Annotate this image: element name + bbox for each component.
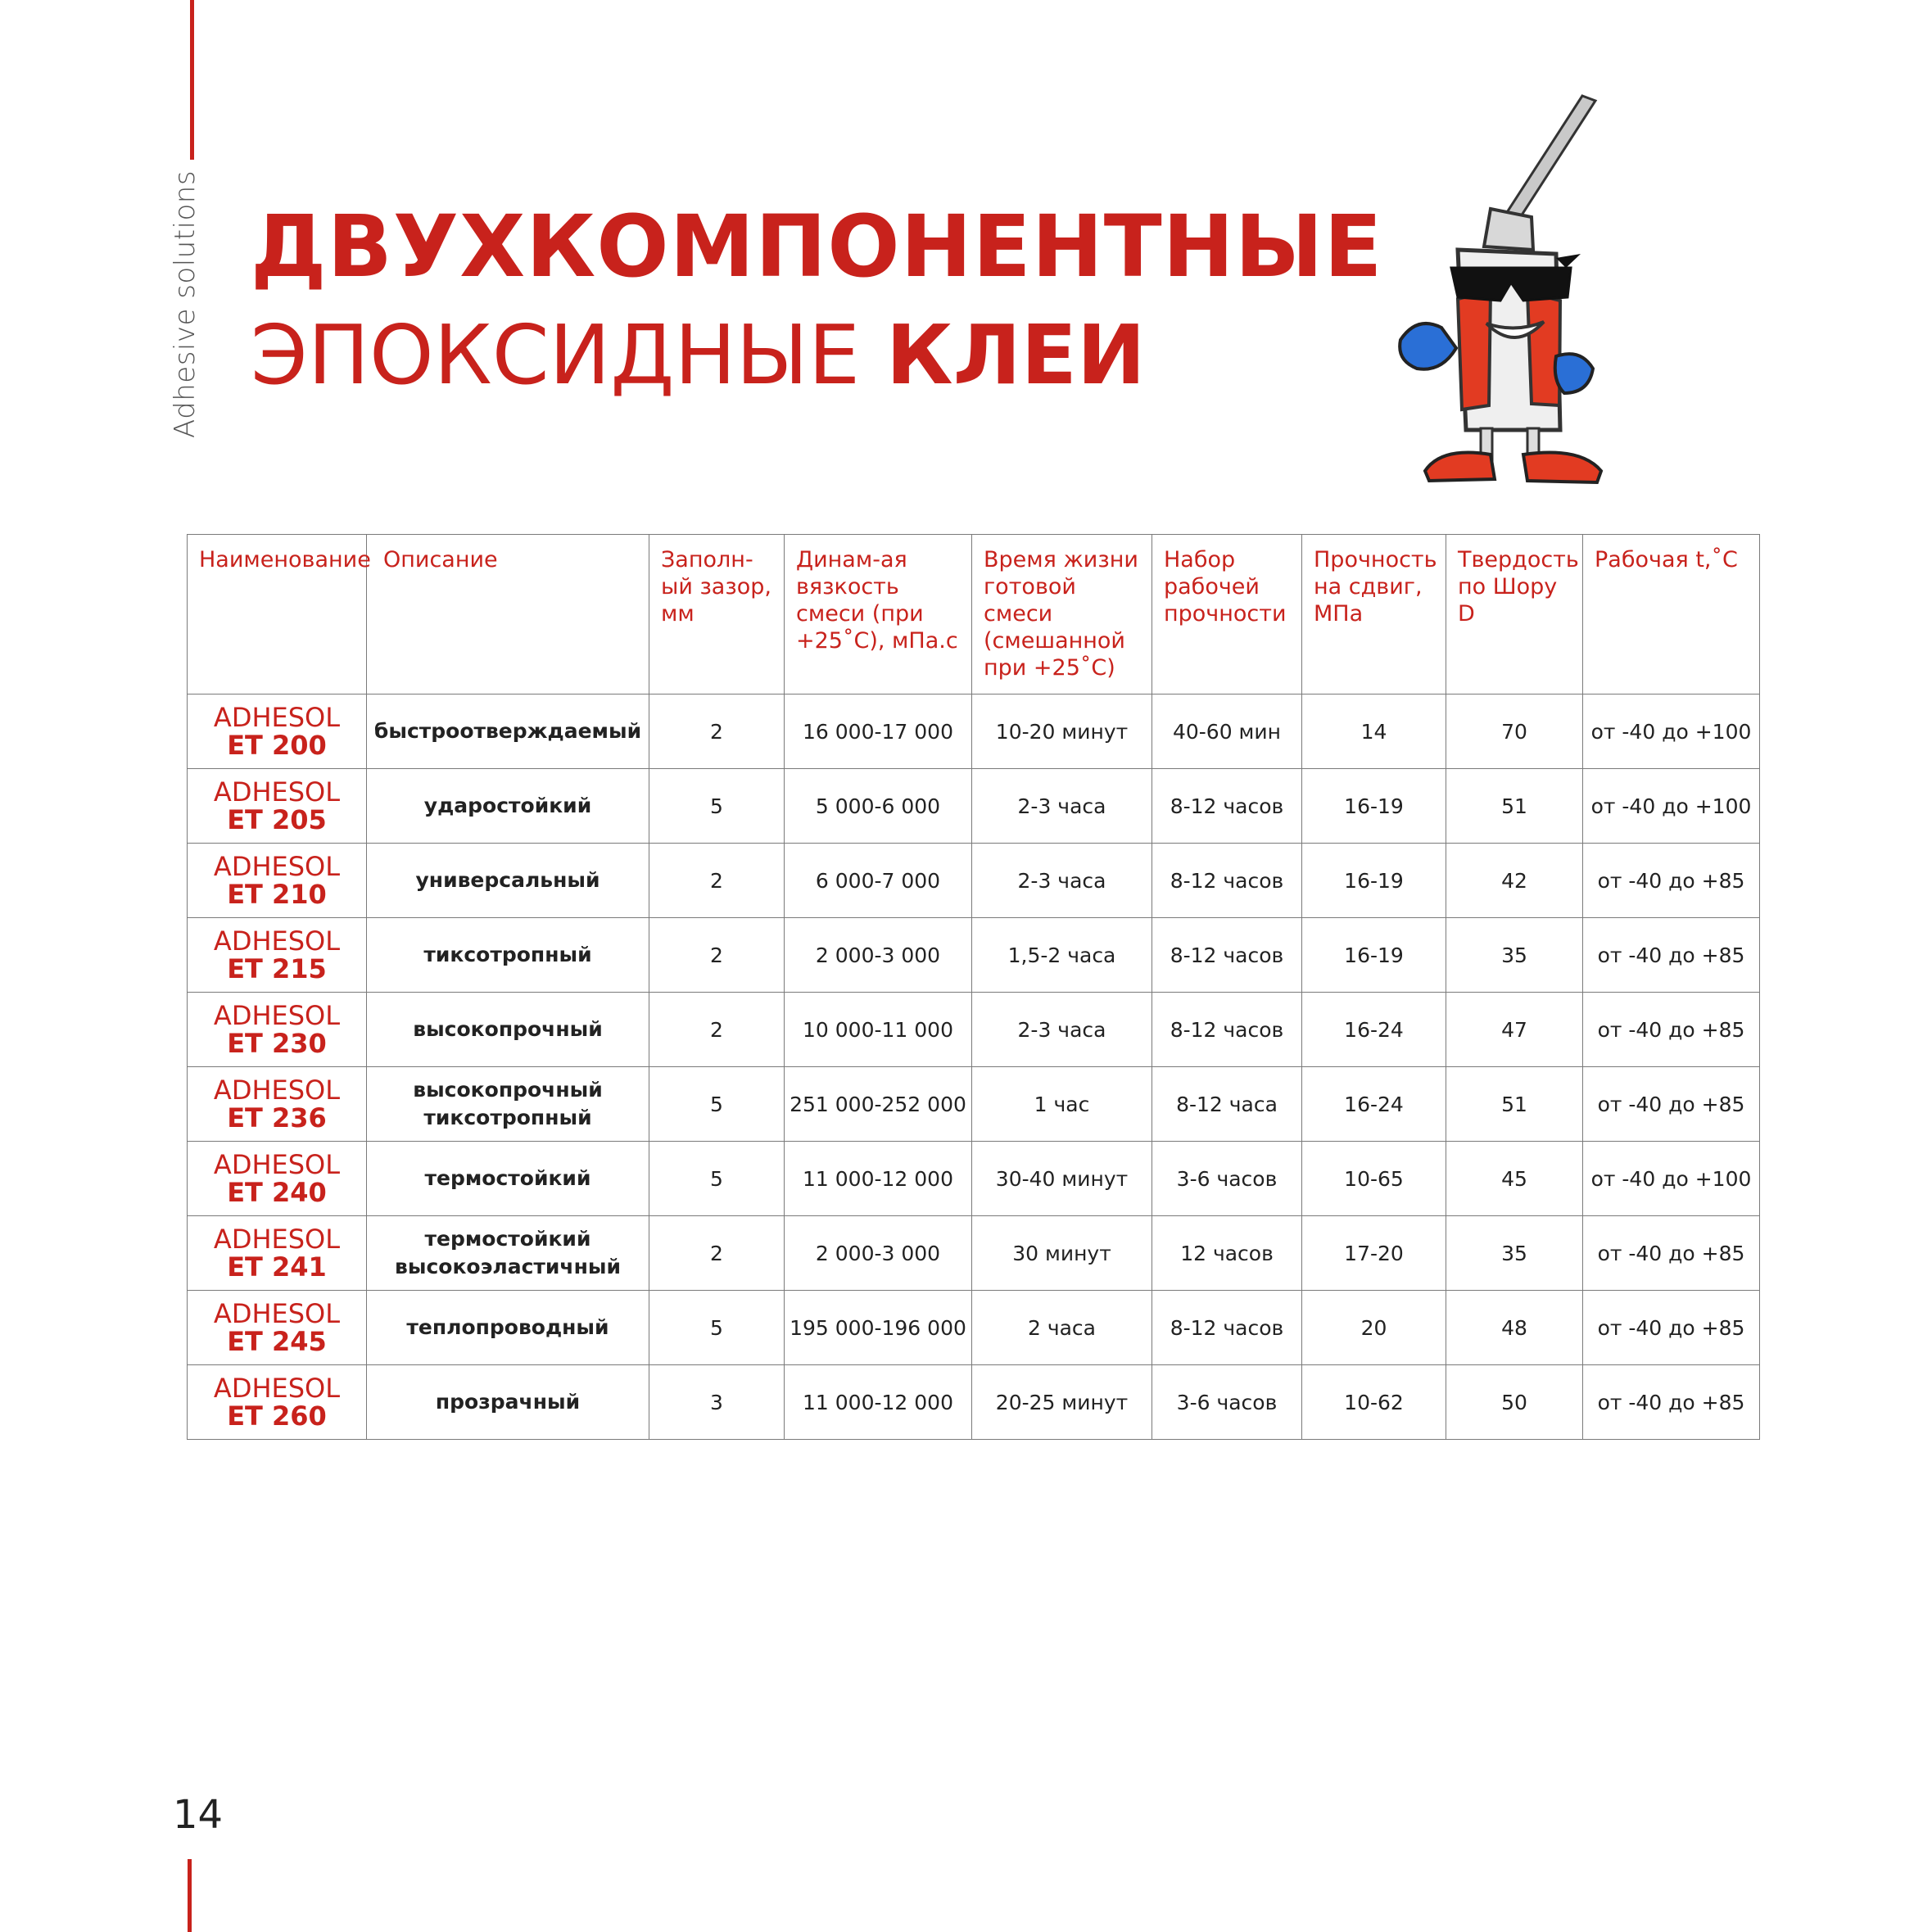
- model-label: ET 245: [227, 1326, 327, 1357]
- pot-life-cell: 2-3 часа: [972, 844, 1152, 918]
- table-row: [188, 1142, 1760, 1216]
- brand-label: ADHESOL: [213, 1075, 341, 1106]
- table-row: [188, 695, 1760, 769]
- brand-label: ADHESOL: [213, 1224, 341, 1255]
- viscosity-cell: 11 000-12 000: [785, 1142, 972, 1216]
- viscosity-cell: 195 000-196 000: [785, 1291, 972, 1365]
- gap-cell: 2: [649, 844, 785, 918]
- brand-label: ADHESOL: [213, 851, 341, 882]
- model-label: ET 236: [227, 1102, 327, 1133]
- product-name: [188, 769, 367, 844]
- table-row: [188, 918, 1760, 993]
- shear-cell: 17-20: [1302, 1216, 1446, 1291]
- hardness-cell: 70: [1446, 695, 1583, 769]
- viscosity-cell: 2 000-3 000: [785, 918, 972, 993]
- hardness-cell: 50: [1446, 1365, 1583, 1440]
- description-cell: термостойкий: [367, 1142, 649, 1216]
- product-name: [188, 918, 367, 993]
- temperature-cell: от -40 до +85: [1583, 1365, 1760, 1440]
- description-cell: тиксотропный: [367, 918, 649, 993]
- gap-cell: 2: [649, 695, 785, 769]
- gap-cell: 5: [649, 769, 785, 844]
- table-row: [188, 769, 1760, 844]
- page-title-line1: ДВУХКОМПОНЕНТНЫЕ: [251, 197, 1383, 296]
- product-name: [188, 1142, 367, 1216]
- description-cell: ударостойкий: [367, 769, 649, 844]
- side-label: Adhesive solutions: [169, 170, 201, 438]
- pot-life-cell: 20-25 минут: [972, 1365, 1152, 1440]
- viscosity-cell: 2 000-3 000: [785, 1216, 972, 1291]
- brand-label: ADHESOL: [213, 1298, 341, 1329]
- temperature-cell: от -40 до +85: [1583, 918, 1760, 993]
- cure-cell: 8-12 часов: [1152, 1291, 1302, 1365]
- hardness-cell: 51: [1446, 769, 1583, 844]
- cure-cell: 3-6 часов: [1152, 1142, 1302, 1216]
- shear-cell: 16-19: [1302, 844, 1446, 918]
- pot-life-cell: 2-3 часа: [972, 993, 1152, 1067]
- hardness-cell: 45: [1446, 1142, 1583, 1216]
- shear-cell: 14: [1302, 695, 1446, 769]
- description-cell: прозрачный: [367, 1365, 649, 1440]
- pot-life-cell: 2-3 часа: [972, 769, 1152, 844]
- brand-label: ADHESOL: [213, 776, 341, 808]
- cure-cell: 40-60 мин: [1152, 695, 1302, 769]
- table-row: [188, 993, 1760, 1067]
- cure-cell: 8-12 часов: [1152, 993, 1302, 1067]
- description-cell: быстроотверждаемый: [367, 695, 649, 769]
- glue-syringe-mascot-icon: [1392, 86, 1630, 487]
- cure-cell: 12 часов: [1152, 1216, 1302, 1291]
- shear-cell: 10-62: [1302, 1365, 1446, 1440]
- cure-cell: 8-12 часов: [1152, 844, 1302, 918]
- viscosity-cell: 251 000-252 000: [785, 1067, 972, 1142]
- model-label: ET 230: [227, 1028, 327, 1059]
- page-number: 14: [173, 1792, 224, 1838]
- brand-label: ADHESOL: [213, 1373, 341, 1404]
- page-title-line2: [251, 307, 1146, 403]
- product-name: [188, 1067, 367, 1142]
- header-viscosity: Динам-ая вязкость смеси (при +25˚С), мПа.с: [785, 535, 972, 695]
- pot-life-cell: 10-20 минут: [972, 695, 1152, 769]
- pot-life-cell: 1,5-2 часа: [972, 918, 1152, 993]
- table-row: [188, 1291, 1760, 1365]
- header-pot-life: Время жизни готовой смеси (смешанной при +25˚С): [972, 535, 1152, 695]
- pot-life-cell: 30-40 минут: [972, 1142, 1152, 1216]
- table-row: [188, 1067, 1760, 1142]
- brand-label: ADHESOL: [213, 702, 341, 733]
- table-row: [188, 844, 1760, 918]
- hardness-cell: 35: [1446, 918, 1583, 993]
- header-cure: Набор рабочей прочности: [1152, 535, 1302, 695]
- model-label: ET 240: [227, 1177, 327, 1208]
- gap-cell: 2: [649, 993, 785, 1067]
- viscosity-cell: 11 000-12 000: [785, 1365, 972, 1440]
- cure-cell: 8-12 часов: [1152, 918, 1302, 993]
- description-cell: высокопрочный: [367, 993, 649, 1067]
- temperature-cell: от -40 до +85: [1583, 1067, 1760, 1142]
- top-accent-rule: [190, 0, 194, 160]
- cure-cell: 8-12 часов: [1152, 769, 1302, 844]
- hardness-cell: 35: [1446, 1216, 1583, 1291]
- viscosity-cell: 6 000-7 000: [785, 844, 972, 918]
- shear-cell: 16-19: [1302, 918, 1446, 993]
- temperature-cell: от -40 до +85: [1583, 844, 1760, 918]
- description-cell: универсальный: [367, 844, 649, 918]
- header-hardness: Твердость по Шору D: [1446, 535, 1583, 695]
- hardness-cell: 51: [1446, 1067, 1583, 1142]
- cure-cell: 3-6 часов: [1152, 1365, 1302, 1440]
- header-description: Описание: [367, 535, 649, 695]
- title-regular-part: ЭПОКСИДНЫЕ: [251, 307, 886, 403]
- description-cell: термостойкий высокоэластичный: [367, 1216, 649, 1291]
- cure-cell: 8-12 часа: [1152, 1067, 1302, 1142]
- header-temperature: Рабочая t,˚С: [1583, 535, 1760, 695]
- temperature-cell: от -40 до +100: [1583, 1142, 1760, 1216]
- viscosity-cell: 10 000-11 000: [785, 993, 972, 1067]
- temperature-cell: от -40 до +85: [1583, 1291, 1760, 1365]
- model-label: ET 215: [227, 953, 327, 984]
- temperature-cell: от -40 до +100: [1583, 769, 1760, 844]
- model-label: ET 205: [227, 804, 327, 835]
- table-row: [188, 1216, 1760, 1291]
- product-name: [188, 1291, 367, 1365]
- hardness-cell: 47: [1446, 993, 1583, 1067]
- viscosity-cell: 16 000-17 000: [785, 695, 972, 769]
- brand-label: ADHESOL: [213, 925, 341, 957]
- shear-cell: 16-24: [1302, 993, 1446, 1067]
- brand-label: ADHESOL: [213, 1000, 341, 1031]
- product-name: [188, 1365, 367, 1440]
- model-label: ET 210: [227, 879, 327, 910]
- header-gap: Заполн-ый зазор, мм: [649, 535, 785, 695]
- table-header-row: [188, 535, 1760, 695]
- product-name: [188, 844, 367, 918]
- shear-cell: 16-19: [1302, 769, 1446, 844]
- adhesive-spec-table: [187, 534, 1760, 1440]
- temperature-cell: от -40 до +85: [1583, 993, 1760, 1067]
- product-name: [188, 993, 367, 1067]
- model-label: ET 200: [227, 730, 327, 761]
- brand-label: ADHESOL: [213, 1149, 341, 1180]
- gap-cell: 3: [649, 1365, 785, 1440]
- viscosity-cell: 5 000-6 000: [785, 769, 972, 844]
- bottom-accent-rule: [188, 1859, 192, 1932]
- gap-cell: 5: [649, 1067, 785, 1142]
- pot-life-cell: 30 минут: [972, 1216, 1152, 1291]
- hardness-cell: 48: [1446, 1291, 1583, 1365]
- model-label: ET 260: [227, 1400, 327, 1432]
- temperature-cell: от -40 до +100: [1583, 695, 1760, 769]
- hardness-cell: 42: [1446, 844, 1583, 918]
- shear-cell: 10-65: [1302, 1142, 1446, 1216]
- temperature-cell: от -40 до +85: [1583, 1216, 1760, 1291]
- header-name: Наименование: [188, 535, 367, 695]
- title-bold-part: КЛЕИ: [885, 307, 1146, 403]
- gap-cell: 2: [649, 918, 785, 993]
- header-shear: Прочность на сдвиг, МПа: [1302, 535, 1446, 695]
- pot-life-cell: 2 часа: [972, 1291, 1152, 1365]
- shear-cell: 20: [1302, 1291, 1446, 1365]
- product-name: [188, 695, 367, 769]
- gap-cell: 2: [649, 1216, 785, 1291]
- description-cell: теплопроводный: [367, 1291, 649, 1365]
- description-cell: высокопрочный тиксотропный: [367, 1067, 649, 1142]
- table-row: [188, 1365, 1760, 1440]
- product-name: [188, 1216, 367, 1291]
- pot-life-cell: 1 час: [972, 1067, 1152, 1142]
- gap-cell: 5: [649, 1291, 785, 1365]
- gap-cell: 5: [649, 1142, 785, 1216]
- shear-cell: 16-24: [1302, 1067, 1446, 1142]
- model-label: ET 241: [227, 1251, 327, 1283]
